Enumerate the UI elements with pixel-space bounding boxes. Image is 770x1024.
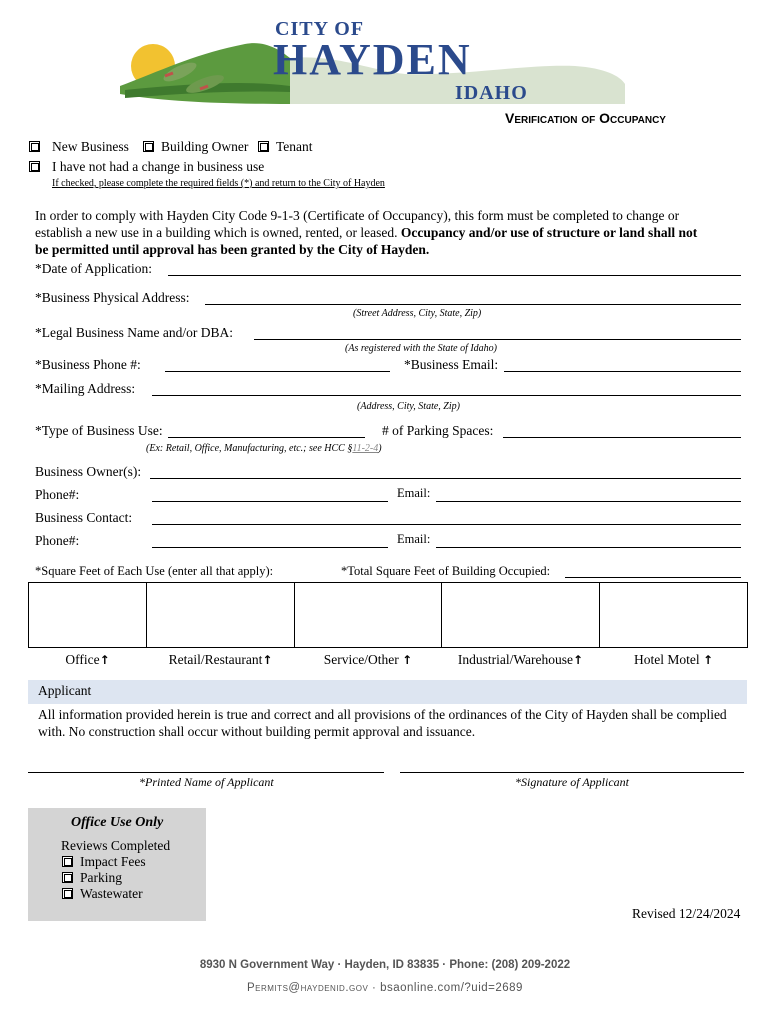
city-logo	[105, 14, 635, 114]
retail-label-text: Retail/Restaurant	[168, 652, 263, 667]
logo-line-idaho: IDAHO	[455, 82, 528, 104]
parking-label: # of Parking Spaces:	[382, 423, 494, 438]
tenant-checkbox[interactable]	[258, 141, 269, 152]
retail-sqft-box[interactable]	[146, 582, 295, 648]
contact-email-label: Email:	[397, 532, 431, 546]
up-arrow-icon: ↑	[573, 653, 584, 667]
business-phone-field[interactable]	[165, 371, 390, 372]
office-use-title: Office Use Only	[71, 815, 164, 830]
footer-address: 8930 N Government Way · Hayden, ID 83835 · Phone: (208) 209-2022	[199, 959, 571, 971]
footer-email-link[interactable]: Permits@haydenid.gov	[247, 982, 369, 994]
new-business-checkbox[interactable]	[29, 141, 40, 152]
type-use-label: *Type of Business Use:	[35, 423, 163, 438]
building-owner-checkbox[interactable]	[143, 141, 154, 152]
office-sqft-box[interactable]	[28, 582, 147, 648]
signature-label: *Signature of Applicant	[515, 775, 629, 789]
printed-name-field[interactable]	[28, 772, 384, 773]
business-phone-label: *Business Phone #:	[35, 357, 141, 372]
owner-phone-field[interactable]	[152, 501, 388, 502]
business-email-label: *Business Email:	[404, 357, 499, 372]
legal-name-hint: (As registered with the State of Idaho)	[345, 343, 498, 354]
parking-checkbox[interactable]	[62, 872, 73, 883]
owner-phone-label: Phone#:	[35, 487, 80, 502]
service-column-label	[294, 652, 442, 668]
industrial-label-text: Industrial/Warehouse	[457, 652, 574, 667]
square-feet-total-label: *Total Square Feet of Building Occupied:	[341, 564, 551, 578]
physical-address-label: *Business Physical Address:	[35, 290, 190, 305]
owner-email-field[interactable]	[436, 501, 741, 502]
service-label-text: Service/Other	[323, 652, 399, 667]
applicant-statement: All information provided herein is true and correct and all provisions of the ordinances of the City of Hayden shall be complied with. No construction shall occur without building permit approval and issuance.	[38, 707, 727, 739]
service-sqft-box[interactable]	[294, 582, 442, 648]
square-feet-total-field[interactable]	[565, 577, 741, 578]
footer-url-link[interactable]: bsaonline.com/?uid=2689	[380, 982, 523, 994]
legal-name-field[interactable]	[254, 339, 741, 340]
legal-name-label: *Legal Business Name and/or DBA:	[35, 325, 233, 340]
contact-label: Business Contact:	[35, 510, 133, 525]
intro-text: In order to comply with Hayden City Code 9-1-3 (Certificate of Occupancy), this form must be completed to change or establish a new use in a building which is owned, rented, or leased.	[35, 208, 680, 240]
parking-review-label: Parking	[80, 870, 122, 885]
type-use-hint	[146, 443, 382, 454]
office-label-text: Office	[65, 652, 100, 667]
no-change-label: I have not had a change in business use	[52, 159, 265, 174]
applicant-heading: Applicant	[38, 683, 92, 698]
up-arrow-icon: ↑	[402, 653, 413, 667]
footer-contact	[0, 982, 770, 994]
contact-email-field[interactable]	[436, 547, 741, 548]
impact-fees-label: Impact Fees	[80, 854, 146, 869]
no-change-note: If checked, please complete the required fields (*) and return to the City of Hayden	[52, 178, 385, 189]
type-use-hint-text: (Ex: Retail, Office, Manufacturing, etc.; see HCC §	[146, 443, 353, 454]
type-use-hint-close: )	[378, 443, 382, 454]
up-arrow-icon: ↑	[702, 653, 714, 667]
building-owner-label: Building Owner	[161, 139, 249, 154]
hcc-link[interactable]: 11-2-4	[352, 443, 379, 454]
physical-address-hint: (Street Address, City, State, Zip)	[353, 308, 482, 319]
wastewater-checkbox[interactable]	[62, 888, 73, 899]
signature-field[interactable]	[400, 772, 744, 773]
reviews-completed-label: Reviews Completed	[61, 838, 171, 853]
tenant-label: Tenant	[276, 139, 313, 154]
printed-name-label: *Printed Name of Applicant	[139, 775, 274, 789]
hotel-sqft-box[interactable]	[599, 582, 748, 648]
contact-phone-field[interactable]	[152, 547, 388, 548]
business-email-field[interactable]	[504, 371, 741, 372]
owners-field[interactable]	[150, 478, 741, 479]
mailing-address-hint: (Address, City, State, Zip)	[357, 401, 460, 412]
industrial-sqft-box[interactable]	[441, 582, 600, 648]
contact-field[interactable]	[152, 524, 741, 525]
square-feet-each-label: *Square Feet of Each Use (enter all that apply):	[35, 564, 274, 578]
no-change-checkbox[interactable]	[29, 161, 40, 172]
logo-line-city-of: CITY OF	[275, 18, 365, 40]
contact-phone-label: Phone#:	[35, 533, 80, 548]
hotel-column-label	[599, 652, 748, 668]
up-arrow-icon: ↑	[262, 653, 273, 667]
office-column-label	[28, 652, 147, 668]
mailing-address-label: *Mailing Address:	[35, 381, 136, 396]
parking-field[interactable]	[503, 437, 741, 438]
retail-column-label	[146, 652, 295, 668]
type-use-field[interactable]	[168, 437, 365, 438]
logo-line-hayden: HAYDEN	[273, 35, 472, 84]
up-arrow-icon: ↑	[99, 653, 110, 667]
owner-email-label: Email:	[397, 486, 431, 500]
hotel-label-text: Hotel Motel	[633, 652, 700, 667]
intro-paragraph	[35, 207, 705, 258]
mailing-address-field[interactable]	[152, 395, 741, 396]
intro-bold-text: Occupancy and/or use of structure or land shall not be permitted until approval has been granted by the City of Hayden.	[35, 225, 698, 257]
date-field[interactable]	[168, 275, 741, 276]
form-title: Verification of Occupancy	[505, 110, 666, 126]
impact-fees-checkbox[interactable]	[62, 856, 73, 867]
owners-label: Business Owner(s):	[35, 464, 142, 479]
physical-address-field[interactable]	[205, 304, 741, 305]
industrial-column-label	[441, 652, 600, 668]
footer-separator: ·	[372, 982, 377, 994]
new-business-label: New Business	[52, 139, 129, 154]
date-label: *Date of Application:	[35, 261, 152, 276]
applicant-band	[28, 680, 747, 704]
revised-date: Revised 12/24/2024	[632, 906, 741, 921]
wastewater-label: Wastewater	[80, 886, 143, 901]
